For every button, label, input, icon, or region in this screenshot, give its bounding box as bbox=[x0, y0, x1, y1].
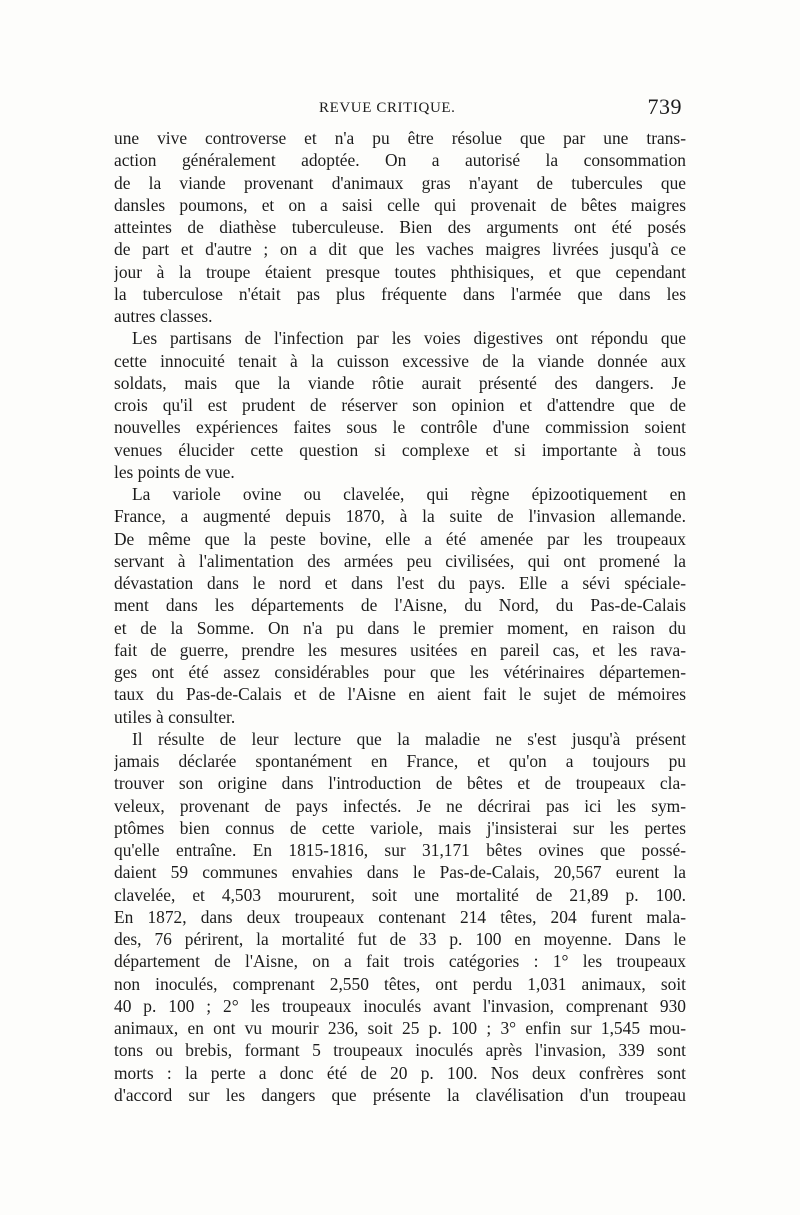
paragraph bbox=[114, 327, 686, 483]
text-line: non inoculés, comprenant 2,550 têtes, ont perdu 1,031 animaux, soit bbox=[114, 973, 686, 994]
text-line: servant à l'alimentation des armées peu civilisées, qui ont promené la bbox=[114, 550, 686, 571]
text-line: fait de guerre, prendre les mesures usitées en pareil cas, et les rava- bbox=[114, 639, 686, 660]
text-line: taux du Pas-de-Calais et de l'Aisne en aient fait le sujet de mémoires bbox=[114, 684, 686, 705]
text-line: utiles à consulter. bbox=[114, 706, 236, 727]
text-line: France, a augmenté depuis 1870, à la suite de l'invasion allemande. bbox=[114, 506, 686, 527]
text-line: venues élucider cette question si complexe et si importante à tous bbox=[114, 439, 686, 460]
text-line: En 1872, dans deux troupeaux contenant 214 têtes, 204 furent mala- bbox=[114, 906, 686, 927]
text-line: autres classes. bbox=[114, 306, 213, 326]
text-line: département de l'Aisne, on a fait trois catégories : 1° les troupeaux bbox=[114, 951, 686, 972]
text-line: morts : la perte a donc été de 20 p. 100. Nos deux confrères sont bbox=[114, 1062, 686, 1083]
page-number: 739 bbox=[647, 94, 682, 119]
text-line: 40 p. 100 ; 2° les troupeaux inoculés avant l'invasion, comprenant 930 bbox=[114, 995, 686, 1016]
text-line: cette innocuité tenait à la cuisson excessive de la viande donnée aux bbox=[114, 350, 686, 371]
text-line: La variole ovine ou clavelée, qui règne épizootiquement en bbox=[132, 484, 686, 504]
text-line: atteintes de diathèse tuberculeuse. Bien des arguments ont été posés bbox=[114, 217, 686, 237]
text-line: les points de vue. bbox=[114, 461, 235, 482]
text-line: veleux, provenant de pays infectés. Je ne décrirai pas ici les sym- bbox=[114, 795, 686, 816]
text-line: daient 59 communes envahies dans le Pas-de-Calais, 20,567 eurent la bbox=[114, 862, 686, 883]
text-line: ptômes bien connus de cette variole, mais j'insisterai sur les pertes bbox=[114, 817, 686, 838]
text-line: et de la Somme. On n'a pu dans le premier moment, en raison du bbox=[114, 617, 686, 638]
text-line: crois qu'il est prudent de réserver son opinion et d'attendre que de bbox=[114, 395, 686, 415]
running-head bbox=[114, 94, 682, 122]
text-line: dansles poumons, et on a saisi celle qui provenait de bêtes maigres bbox=[114, 194, 686, 215]
text-line: jamais déclarée spontanément en France, et qu'on a toujours pu bbox=[114, 751, 686, 771]
text-line: de part et d'autre ; on a dit que les vaches maigres livrées jusqu'à ce bbox=[114, 239, 686, 260]
text-line: animaux, en ont vu mourir 236, soit 25 p. 100 ; 3° enfin sur 1,545 mou- bbox=[114, 1018, 686, 1038]
text-line: qu'elle entraîne. En 1815-1816, sur 31,171 bêtes ovines que possé- bbox=[114, 840, 686, 860]
paragraph bbox=[114, 127, 686, 327]
running-title: REVUE CRITIQUE. bbox=[319, 100, 456, 116]
text-line: ment dans les départements de l'Aisne, du Nord, du Pas-de-Calais bbox=[114, 595, 686, 616]
text-line: dévastation dans le nord et dans l'est du pays. Elle a sévi spéciale- bbox=[114, 573, 686, 593]
text-line: la tuberculose n'était pas plus fréquente dans l'armée que dans les bbox=[114, 283, 686, 304]
text-line: nouvelles expériences faites sous le contrôle d'une commission soient bbox=[114, 417, 686, 438]
text-line: soldats, mais que la viande rôtie aurait présenté des dangers. Je bbox=[114, 372, 686, 393]
text-line: tons ou brebis, formant 5 troupeaux inoculés après l'invasion, 339 sont bbox=[114, 1040, 686, 1061]
paragraph bbox=[114, 728, 686, 1106]
text-line: une vive controverse et n'a pu être résolue que par une trans- bbox=[114, 128, 686, 148]
text-line: action généralement adoptée. On a autorisé la consommation bbox=[114, 150, 686, 171]
text-line: Les partisans de l'infection par les voies digestives ont répondu que bbox=[132, 328, 686, 349]
text-line: d'accord sur les dangers que présente la clavélisation d'un troupeau bbox=[114, 1084, 686, 1105]
text-line: clavelée, et 4,503 moururent, soit une mortalité de 21,89 p. 100. bbox=[114, 884, 686, 905]
text-line: trouver son origine dans l'introduction de bêtes et de troupeaux cla- bbox=[114, 773, 686, 794]
body-text bbox=[114, 127, 686, 1106]
text-line: De même que la peste bovine, elle a été amenée par les troupeaux bbox=[114, 528, 686, 549]
text-line: jour à la troupe étaient presque toutes phthisiques, et que cependant bbox=[114, 261, 686, 282]
text-line: Il résulte de leur lecture que la maladie ne s'est jusqu'à présent bbox=[132, 728, 686, 749]
text-line: des, 76 périrent, la mortalité fut de 33 p. 100 en moyenne. Dans le bbox=[114, 929, 686, 949]
text-line: de la viande provenant d'animaux gras n'ayant de tubercules que bbox=[114, 172, 686, 193]
text-line: ges ont été assez considérables pour que les vétérinaires départemen- bbox=[114, 662, 686, 682]
paragraph bbox=[114, 483, 686, 728]
